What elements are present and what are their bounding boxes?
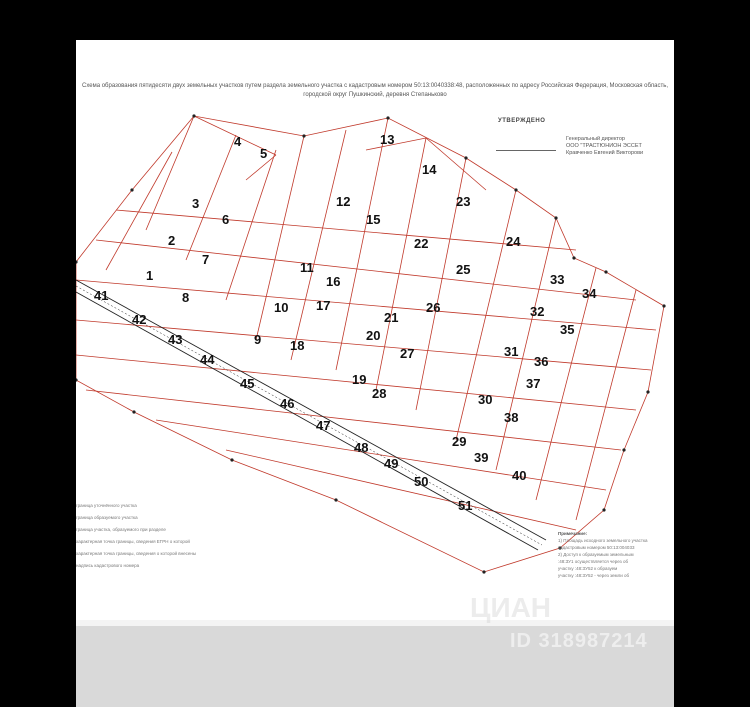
plot-number: 38 [504, 410, 519, 425]
boundary-point [464, 156, 467, 159]
notes-block [558, 530, 648, 579]
notes-line: кадастровым номером 50:13:004033 [558, 545, 635, 550]
boundary-point [482, 570, 485, 573]
notes-line: 1) Площадь исходного земельного участка [558, 538, 648, 543]
boundary-point [662, 304, 665, 307]
document-title: Схема образования пятидесяти двух земельных участков путем раздела земельного участка с кадастровым номером 50:13:0040338:48, расположенных по адресу Российская Федерация, Московская область, городской округ Пушкинский, деревня Степаньково [81, 83, 668, 98]
parcel-line [291, 130, 346, 360]
plot-number: 8 [182, 290, 190, 305]
boundary-point [604, 270, 607, 273]
plot-number: 12 [336, 194, 351, 209]
parcel-line [226, 150, 276, 300]
plot-number: 11 [300, 260, 314, 275]
notes-line: участку :48:ЗУ52 к образуем [558, 566, 618, 571]
plot-number: 15 [366, 212, 381, 227]
director-position: Генеральный директор [566, 136, 625, 142]
plot-number: 47 [316, 418, 331, 433]
boundary-point [646, 390, 649, 393]
plot-number: 45 [240, 376, 255, 391]
parcel-line [366, 138, 426, 150]
plot-number: 51 [458, 498, 473, 513]
plot-number: 43 [168, 332, 183, 347]
plot-number: 21 [384, 310, 399, 325]
plot-number: 19 [352, 372, 367, 387]
notes-line: :48:ЗУ1 осуществляется через об [558, 559, 629, 564]
plot-number: 39 [474, 450, 489, 465]
boundary-point [132, 410, 135, 413]
plot-number: 31 [504, 344, 519, 359]
plot-number: 40 [512, 468, 527, 483]
plot-number: 3 [192, 196, 200, 211]
plot-number: 25 [456, 262, 471, 277]
plot-number: 20 [366, 328, 381, 343]
legend-item: характерная точка границы, сведения о которой внесены [76, 551, 197, 556]
plot-number: 44 [200, 352, 215, 367]
plot-number: 9 [254, 332, 262, 347]
notes-line: участку :48:ЗУ52 - через земли об [558, 573, 630, 578]
legend-item: граница участка, образуемого при разделе [76, 527, 166, 532]
boundary-point [602, 508, 605, 511]
plot-number: 30 [478, 392, 493, 407]
parcel-line [96, 240, 636, 300]
plot-number: 6 [222, 212, 230, 227]
plot-number: 34 [582, 286, 597, 301]
legend-item: граница образуемого участка [76, 515, 138, 520]
plot-number: 16 [326, 274, 341, 289]
plot-number: 17 [316, 298, 331, 313]
plot-number: 26 [426, 300, 441, 315]
plot-number: 27 [400, 346, 415, 361]
notes-line: 2) Доступ к образуемым земельным [558, 552, 634, 557]
boundary-point [192, 114, 195, 117]
director-company: ООО "ТРАСТЮНИОН ЭССЕТ [566, 143, 642, 149]
plot-number: 50 [414, 474, 429, 489]
plot-number: 32 [530, 304, 545, 319]
boundary-point [230, 458, 233, 461]
legend-item: надпись кадастрового номера [76, 563, 140, 568]
plot-number: 14 [422, 162, 437, 177]
plot-number: 5 [260, 146, 268, 161]
approved-label: УТВЕРЖДЕНО [498, 118, 546, 124]
plot-number: 36 [534, 354, 549, 369]
boundary-point [386, 116, 389, 119]
boundary-point [572, 256, 575, 259]
plot-number: 2 [168, 233, 176, 248]
plot-number: 4 [234, 134, 242, 149]
plot-number: 29 [452, 434, 467, 449]
plot-number: 1 [146, 268, 154, 283]
parcel-line [536, 268, 596, 500]
legend-item: характерная точка границы, сведения ЕГРН о которой [76, 539, 190, 544]
watermark-id: ID 318987214 [510, 630, 648, 652]
boundary-point [554, 216, 557, 219]
plot-number: 24 [506, 234, 521, 249]
boundary-point [514, 188, 517, 191]
notes-title: Примечание: [558, 531, 588, 536]
boundary-point [622, 448, 625, 451]
plot-number: 37 [526, 376, 541, 391]
plot-number: 7 [202, 252, 210, 267]
plot-number: 33 [550, 272, 565, 287]
boundary-point [334, 498, 337, 501]
parcel-line [156, 420, 606, 490]
boundary-point [130, 188, 133, 191]
legend-item: граница уточнённого участка [76, 503, 137, 508]
legend [76, 500, 326, 572]
plot-number: 35 [560, 322, 575, 337]
document-sheet [76, 40, 674, 620]
plot-number: 48 [354, 440, 369, 455]
plot-number: 13 [380, 132, 395, 147]
watermark-brand: ЦИАН [470, 592, 552, 623]
plot-number: 49 [384, 456, 399, 471]
plot-number: 41 [94, 288, 109, 303]
plot-number: 46 [280, 396, 295, 411]
plot-number: 10 [274, 300, 289, 315]
boundary-point [302, 134, 305, 137]
plot-number: 22 [414, 236, 429, 251]
plot-number: 23 [456, 194, 471, 209]
plot-number: 18 [290, 338, 305, 353]
plot-number: 42 [132, 312, 147, 327]
director-name: Кравченко Евгений Викторови [566, 150, 644, 156]
plot-number: 28 [372, 386, 387, 401]
